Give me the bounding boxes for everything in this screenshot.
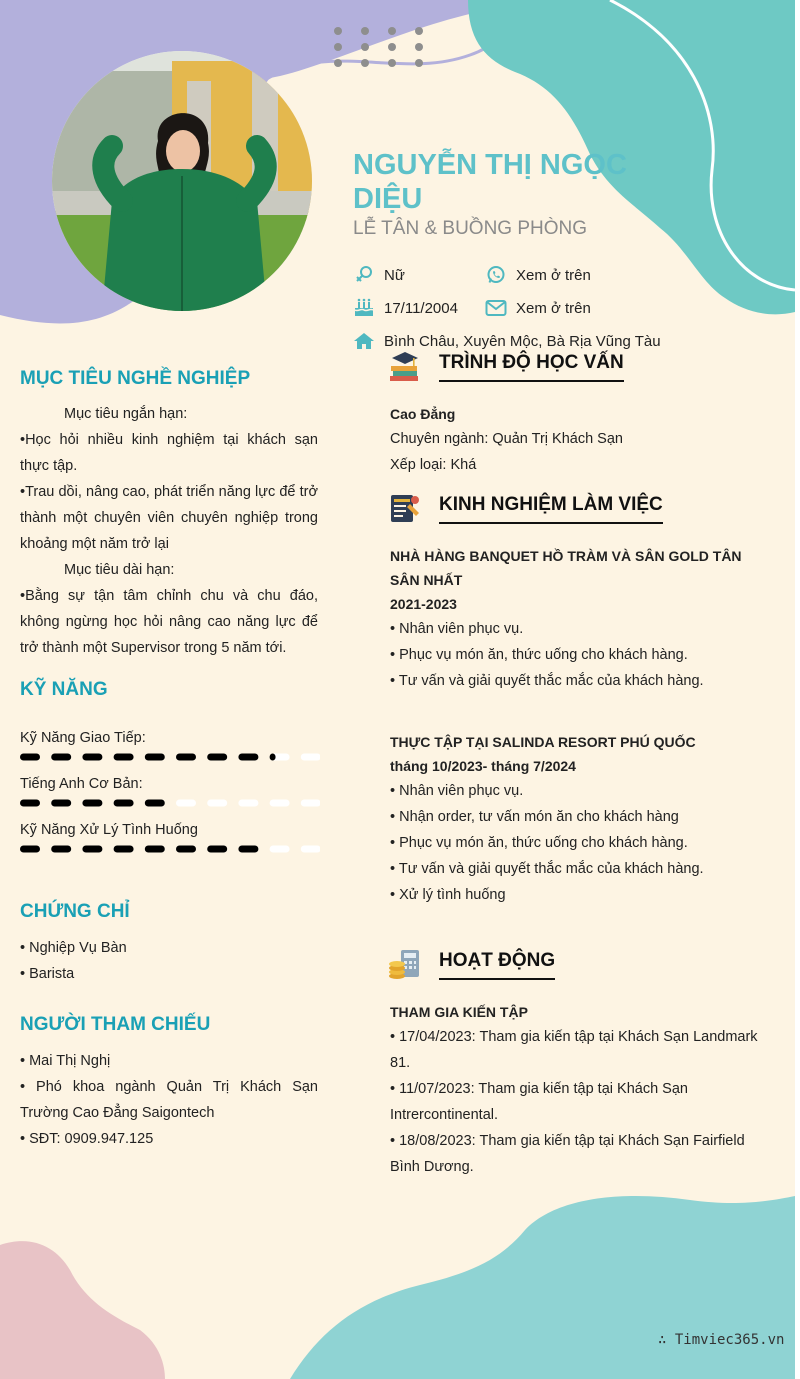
education-heading-row [388, 350, 624, 382]
job-1-period: 2021-2023 [390, 596, 457, 612]
certificate-item: • Barista [20, 966, 75, 982]
skill-segment-filled [145, 800, 165, 807]
references-heading: NGƯỜI THAM CHIẾU [20, 1014, 211, 1035]
skill-segment-filled [176, 846, 196, 853]
education-details [390, 402, 765, 478]
career-goal-text [20, 401, 318, 661]
certificates-heading: CHỨNG CHỈ [20, 901, 130, 922]
job-2-line: • Phục vụ món ăn, thức uống cho khách hàng. [390, 835, 688, 851]
phone-text: Xem ở trên [516, 266, 591, 284]
references-list [20, 1048, 318, 1152]
job-2-line: • Nhận order, tư vấn món ăn cho khách hàng [390, 809, 679, 825]
skill-label-communication: Kỹ Năng Giao Tiếp: [20, 730, 146, 746]
skill-segment-empty [207, 800, 227, 807]
activities-list [390, 1000, 765, 1180]
skill-bar-communication [20, 752, 320, 762]
job-2-period: tháng 10/2023- tháng 7/2024 [390, 758, 576, 774]
skill-segment-filled [270, 754, 276, 761]
watermark-logo: ∴ Timviec365.vn [658, 1332, 785, 1348]
gender-row [353, 265, 405, 285]
birthday-text: 17/11/2004 [384, 299, 458, 317]
birthday-cake-icon [353, 298, 375, 318]
job-title: LỄ TÂN & BUỒNG PHÒNG [353, 218, 588, 239]
skill-segment-filled [207, 754, 227, 761]
long-term-label: Mục tiêu dài hạn: [64, 562, 175, 578]
skill-segment-empty [270, 846, 290, 853]
home-icon [353, 331, 375, 351]
skill-segment-filled [238, 754, 258, 761]
coins-calculator-icon [388, 948, 422, 980]
education-level: Cao Đẳng [390, 406, 456, 422]
skill-segment-empty [238, 800, 258, 807]
education-grade: Xếp loại: Khá [390, 457, 477, 473]
certificate-item: • Nghiệp Vụ Bàn [20, 940, 127, 956]
short-term-label: Mục tiêu ngắn hạn: [64, 406, 188, 422]
gender-icon [353, 265, 375, 285]
skill-segment-filled [114, 800, 134, 807]
job-2-line: • Nhân viên phục vụ. [390, 783, 524, 799]
skill-segment-filled [20, 754, 40, 761]
job-1-line: • Phục vụ món ăn, thức uống cho khách hàng. [390, 647, 688, 663]
activity-item: • 17/04/2023: Tham gia kiến tập tại Khách Sạn Landmark 81. [390, 1029, 758, 1071]
phone-icon [485, 265, 507, 285]
job-2-company: THỰC TẬP TẠI SALINDA RESORT PHÚ QUỐC [390, 734, 696, 750]
email-text: Xem ở trên [516, 299, 591, 317]
resume-checklist-icon [388, 492, 422, 524]
skill-bar-english [20, 798, 320, 808]
phone-row [485, 265, 591, 285]
reference-item: • Phó khoa ngành Quản Trị Khách Sạn Trường Cao Đẳng Saigontech [20, 1079, 318, 1121]
skill-segment-filled [20, 846, 40, 853]
skill-label-english: Tiếng Anh Cơ Bản: [20, 776, 143, 792]
skill-segment-filled [82, 846, 102, 853]
activities-heading: HOẠT ĐỘNG [439, 950, 555, 980]
experience-heading: KINH NGHIỆM LÀM VIỆC [439, 494, 663, 524]
job-1-company: NHÀ HÀNG BANQUET HỒ TRÀM VÀ SÂN GOLD TÂN SÂN NHẤT [390, 548, 742, 588]
profile-photo [52, 51, 312, 311]
experience-heading-row [388, 492, 663, 524]
skill-segment-filled [82, 754, 102, 761]
skill-segment-empty [301, 846, 320, 853]
education-major: Chuyên ngành: Quản Trị Khách Sạn [390, 431, 623, 447]
skill-segment-filled [207, 846, 227, 853]
skill-segment-empty [176, 800, 196, 807]
experience-job-2 [390, 730, 765, 908]
address-text: Bình Châu, Xuyên Mộc, Bà Rịa Vũng Tàu [384, 332, 661, 350]
skill-segment-empty [301, 800, 320, 807]
activity-item: • 18/08/2023: Tham gia kiến tập tại Khách Sạn Fairfield Bình Dương. [390, 1133, 745, 1175]
skill-segment-filled [20, 800, 40, 807]
skill-segment-filled [114, 754, 134, 761]
skill-segment-filled [238, 846, 258, 853]
skill-segment-filled [176, 754, 196, 761]
email-icon [485, 298, 507, 318]
skill-segment-filled [51, 846, 71, 853]
career-goal-heading: MỤC TIÊU NGHỀ NGHIỆP [20, 368, 251, 389]
birthday-row [353, 298, 458, 318]
job-2-line: • Xử lý tình huống [390, 887, 506, 903]
reference-item: • SĐT: 0909.947.125 [20, 1131, 154, 1147]
skill-segment-filled [145, 754, 165, 761]
reference-item: • Mai Thị Nghị [20, 1053, 111, 1069]
skill-segment-empty [301, 754, 320, 761]
experience-job-1 [390, 544, 765, 694]
skill-segment-filled [114, 846, 134, 853]
skill-segment-empty [270, 800, 290, 807]
skill-label-situation-handling: Kỹ Năng Xử Lý Tình Huống [20, 822, 198, 838]
activity-item: • 11/07/2023: Tham gia kiến tập tại Khách Sạn Intrercontinental. [390, 1081, 688, 1123]
skill-bar-situation-handling [20, 844, 320, 854]
job-1-line: • Tư vấn và giải quyết thắc mắc của khách hàng. [390, 673, 704, 689]
skills-heading: KỸ NĂNG [20, 679, 108, 700]
education-heading: TRÌNH ĐỘ HỌC VẤN [439, 352, 624, 382]
gender-text: Nữ [384, 266, 405, 284]
short-term-goal-2: •Trau dồi, nâng cao, phát triển năng lực để trở thành một chuyên viên chuyên nghiệp trong khoảng một năm trở lại [20, 484, 318, 552]
skill-segment-filled [82, 800, 102, 807]
short-term-goal-1: •Học hỏi nhiều kinh nghiệm tại khách sạn thực tập. [20, 432, 318, 474]
activities-heading-row [388, 948, 555, 980]
candidate-name: NGUYỄN THỊ NGỌC DIỆU [353, 149, 627, 215]
certificates-list [20, 935, 318, 987]
long-term-goal-1: •Bằng sự tận tâm chỉnh chu và chu đáo, không ngừng học hỏi nâng cao năng lực để trở thành một Supervisor trong 5 năm tới. [20, 588, 318, 656]
job-1-line: • Nhân viên phục vụ. [390, 621, 524, 637]
email-row [485, 298, 591, 318]
pink-blob [0, 1241, 165, 1379]
address-row [353, 331, 661, 351]
skill-segment-filled [51, 800, 71, 807]
teal-blob-bottom [290, 1196, 795, 1379]
job-2-line: • Tư vấn và giải quyết thắc mắc của khách hàng. [390, 861, 704, 877]
skill-segment-filled [145, 846, 165, 853]
skill-segment-filled [51, 754, 71, 761]
activities-title: THAM GIA KIẾN TẬP [390, 1004, 528, 1020]
books-graduation-cap-icon [388, 350, 422, 382]
